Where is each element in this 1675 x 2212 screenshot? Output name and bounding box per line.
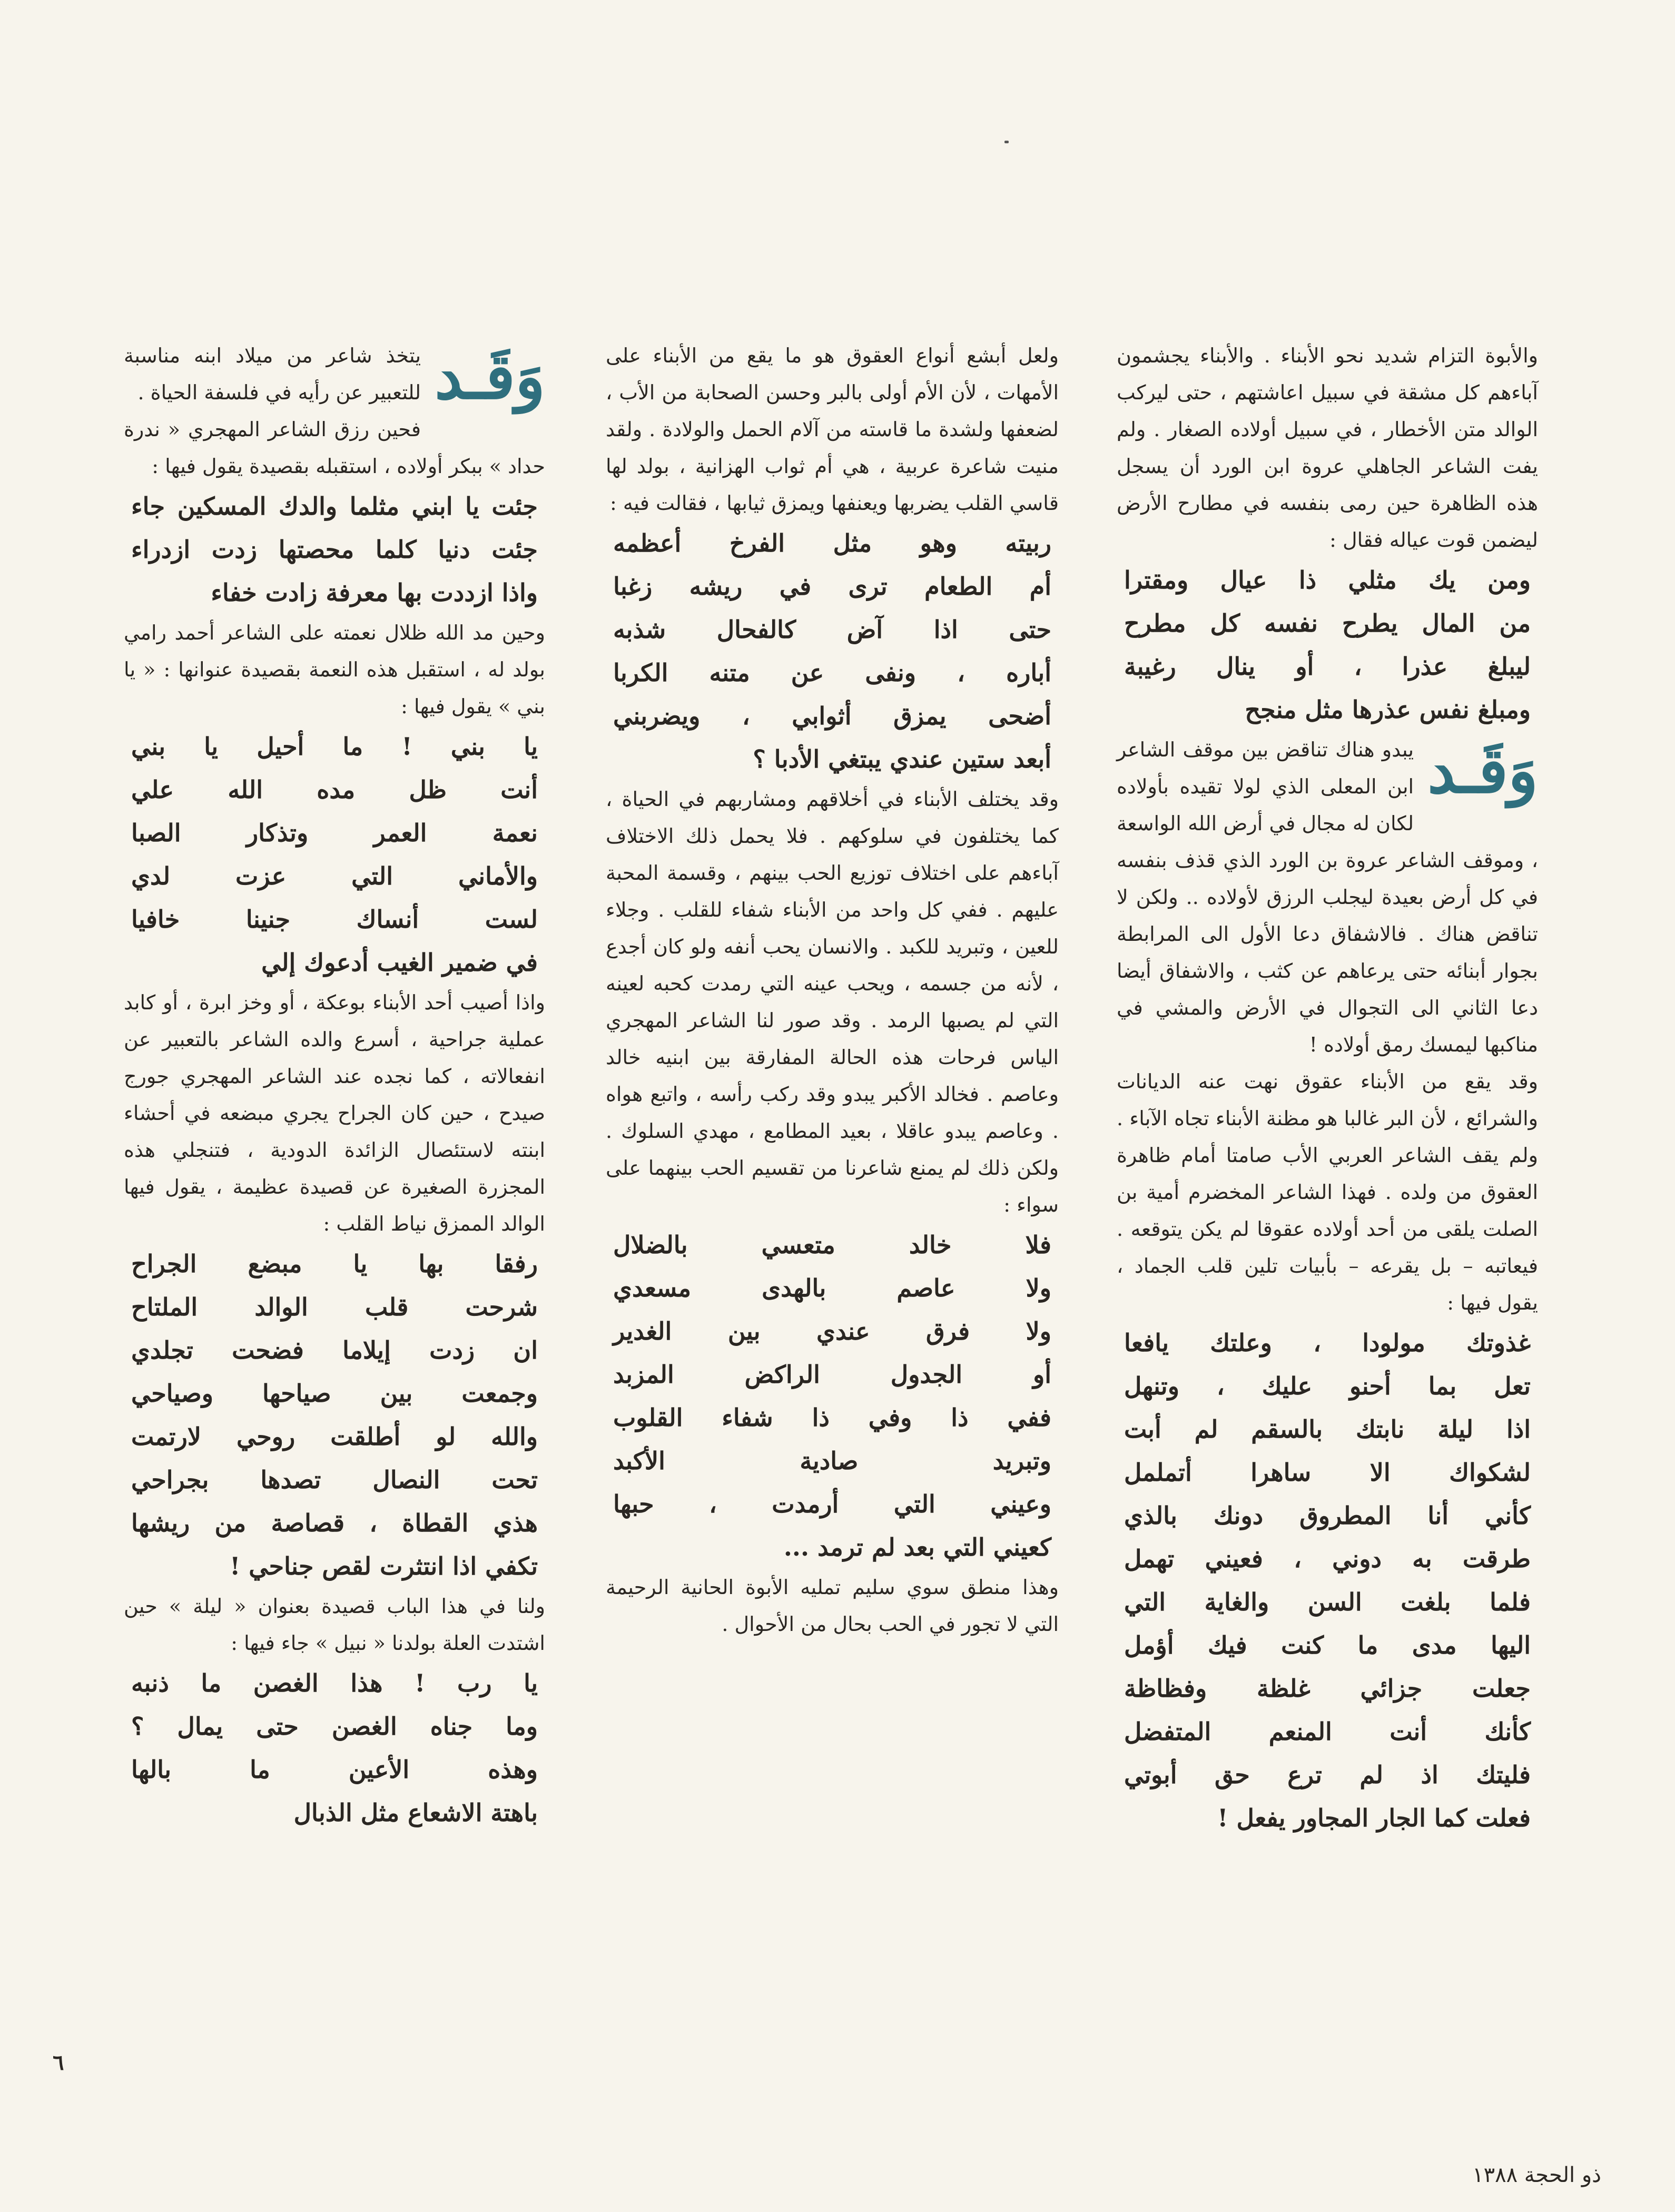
verse-block	[124, 1662, 545, 1834]
verse-line: هذي القطاة ، قصاصة من ريشها	[131, 1509, 538, 1537]
verse-line: والأماني التي عزت لدي	[131, 862, 538, 890]
verse-line: واذا ازددت بها معرفة زادت خفاء	[211, 578, 538, 607]
paragraph: وهذا منطق سوي سليم تمليه الأبوة الحانية الرحيمة التي لا تجور في الحب بحال من الأحوال .	[606, 1576, 1059, 1636]
paragraph: فحين رزق الشاعر المهجري « ندرة حداد » ببكر أولاده ، استقبله بقصيدة يقول فيها :	[124, 418, 545, 478]
verse-block	[124, 1242, 545, 1588]
section	[1117, 731, 1538, 1063]
verse-line: فعلت كما الجار المجاور يفعل !	[1217, 1804, 1531, 1832]
paragraph: يبدو هناك تناقض بين موقف الشاعر ابن المعلى الذي لولا تقيده بأولاده لكان له مجال في أرض الله الواسعة ، وموقف الشاعر عروة بن الورد الذي قذف بنفسه في كل أرض بعيدة ليجلب الرزق لأولاده .. ولكن لا تناقض هناك . فالاشفاق دعا الأول الى المرابطة بجوار أبنائه حتى يرعاهم عن كثب ، والاشفاق أيضا دعا الثاني الى التجوال في الأرض والمشي في مناكبها ليمسك رمق أولاده !	[1117, 738, 1538, 1056]
verse-line: أو الجدول الراكض المزبد	[613, 1360, 1051, 1389]
page-number: ٦	[53, 2050, 64, 2075]
paragraph: ولنا في هذا الباب قصيدة بعنوان « ليلة » حين اشتدت العلة بولدنا « نبيل » جاء فيها :	[124, 1595, 545, 1655]
verse-line: يا رب ! هذا الغصن ما ذنبه	[131, 1669, 538, 1697]
verse-line: ومن يك مثلي ذا عيال ومقترا	[1124, 566, 1531, 594]
verse-line: وعيني التي أرمدت ، حبها	[613, 1490, 1051, 1518]
drop-cap-heading: وَقَـد	[1427, 734, 1538, 807]
verse-block	[1117, 1321, 1538, 1840]
verse-line: أبعد ستين عندي يبتغي الأدبا ؟	[753, 745, 1051, 773]
verse-line: اذا ليلة نابتك بالسقم لم أبت	[1124, 1415, 1531, 1443]
verse-block	[1117, 558, 1538, 731]
verse-line: وهذه الأعين ما بالها	[131, 1755, 538, 1784]
verse-line: كأنك أنت المنعم المتفضل	[1124, 1717, 1531, 1746]
verse-line: فلا خالد متعسي بالضلال	[613, 1231, 1051, 1259]
verse-line: ليبلغ عذرا ، أو ينال رغيبة	[1124, 652, 1531, 681]
section	[124, 337, 545, 411]
verse-block	[606, 1223, 1059, 1569]
verse-line: فليتك اذ لم ترع حق أبوتي	[1124, 1761, 1531, 1789]
verse-line: وتبريد صادية الأكبد	[613, 1447, 1051, 1475]
verse-line: وما جناه الغصن حتى يمال ؟	[131, 1712, 538, 1741]
verse-line: جئت يا ابني مثلما والدك المسكين جاء	[131, 492, 538, 520]
verse-line: تكفي اذا انتثرت لقص جناحي !	[230, 1552, 538, 1580]
column-left	[124, 337, 545, 1834]
drop-cap-heading: وَقَـد	[435, 340, 545, 413]
paragraph: وحين مد الله ظلال نعمته على الشاعر أحمد رامي بولد له ، استقبل هذه النعمة بقصيدة عنوانها : « يا بني » يقول فيها :	[124, 621, 545, 718]
verse-block	[606, 522, 1059, 781]
verse-line: جئت دنيا كلما محصتها زدت ازدراء	[131, 535, 538, 564]
verse-line: غذوتك مولودا ، وعلتك يافعا	[1124, 1329, 1531, 1357]
verse-line: أباره ، ونفى عن متنه الكربا	[613, 658, 1051, 687]
verse-line: رفقا بها يا مبضع الجراح	[131, 1250, 538, 1278]
verse-line: تعل بما أحنو عليك ، وتنهل	[1124, 1372, 1531, 1400]
verse-line: لشكواك الا ساهرا أتململ	[1124, 1458, 1531, 1487]
verse-line: ان زدت إيلاما فضحت تجلدي	[131, 1336, 538, 1364]
issue-date: ذو الحجة ١٣٨٨	[1472, 2163, 1601, 2187]
verse-line: تحت النصال تصدها بجراحي	[131, 1466, 538, 1494]
paragraph: والأبوة التزام شديد نحو الأبناء . والأبناء يجشمون آباءهم كل مشقة في سبيل اعاشتهم ، حتى ليركب الوالد متن الأخطار ، في سبيل أولاده الصغار . ولم يفت الشاعر الجاهلي عروة ابن الورد أن يسجل هذه الظاهرة حين رمى بنفسه في مطارح الأرض ليضمن قوت عياله فقال :	[1117, 344, 1538, 552]
verse-line: ومبلغ نفس عذرها مثل منجح	[1245, 695, 1531, 724]
verse-line: أضحى يمزق أثوابي ، ويضربني	[613, 702, 1051, 730]
column-middle	[606, 337, 1059, 1643]
column-right	[1117, 337, 1538, 1840]
verse-block	[124, 725, 545, 984]
verse-line: حتى اذا آض كالفحال شذبه	[613, 615, 1051, 644]
paragraph: ولعل أبشع أنواع العقوق هو ما يقع من الأبناء على الأمهات ، لأن الأم أولى بالبر وحسن الصحابة من الأب ، لضعفها ولشدة ما قاسته من آلام الحمل والولادة . ولقد منيت شاعرة عربية ، هي أم ثواب الهزانية ، بولد لها قاسي القلب يضربها ويعنفها ويمزق ثيابها ، فقالت فيه :	[606, 344, 1059, 515]
verse-line: أنت ظل مده الله علي	[131, 775, 538, 804]
verse-line: كأني أنا المطروق دونك بالذي	[1124, 1501, 1531, 1530]
verse-line: ربيته وهو مثل الفرخ أعظمه	[613, 529, 1051, 557]
paragraph: وقد يقع من الأبناء عقوق نهت عنه الديانات والشرائع ، لأن البر غالبا هو مظنة الأبناء تجاه الآباء . ولم يقف الشاعر العربي الأب صامتا أمام ظاهرة العقوق من ولده . فهذا الشاعر المخضرم أمية بن الصلت يلقى من أحد أولاده عقوقا لم يكن يتوقعه . فيعاتبه – بل يقرعه – بأبيات تلين قلب الجماد ، يقول فيها :	[1117, 1070, 1538, 1314]
verse-line: ففي ذا وفي ذا شفاء القلوب	[613, 1403, 1051, 1432]
verse-line: فلما بلغت السن والغاية التي	[1124, 1588, 1531, 1616]
verse-line: كعيني التي بعد لم ترمد ...	[783, 1533, 1051, 1561]
paragraph: وقد يختلف الأبناء في أخلاقهم ومشاربهم في الحياة ، كما يختلفون في سلوكهم . فلا يحمل ذلك الاختلاف آباءهم على اختلاف توزيع الحب بينهم ، وقسمة المحبة عليهم . ففي كل واحد من الأبناء شفاء للقلب . وجلاء للعين ، وتبريد للكبد . والانسان يحب أنفه ولو كان أجدع ، لأنه من جسمه ، ويحب عينه التي رمدت كحبه لعينه التي لم يصبها الرمد . وقد صور لنا الشاعر المهجري الياس فرحات هذه الحالة المفارقة بين ابنيه خالد وعاصم . فخالد الأكبر يبدو وقد ركب رأسه ، واتبع هواه . وعاصم يبدو عاقلا ، بعيد المطامع ، مهدي السلوك . ولكن ذلك لم يمنع شاعرنا من تقسيم الحب بينهما على سواء :	[606, 788, 1059, 1216]
verse-block	[124, 485, 545, 614]
verse-line: باهتة الاشعاع مثل الذبال	[293, 1798, 538, 1827]
verse-line: ولا فرق عندي بين الغدير	[613, 1317, 1051, 1345]
verse-line: طرقت به دوني ، فعيني تهمل	[1124, 1545, 1531, 1573]
verse-line: في ضمير الغيب أدعوك إلي	[261, 948, 538, 977]
verse-line: ولا عاصم بالهدى مسعدي	[613, 1274, 1051, 1302]
verse-line: يا بني ! ما أحيل يا بني	[131, 732, 538, 761]
paragraph: واذا أصيب أحد الأبناء بوعكة ، أو وخز ابرة ، أو كابد عملية جراحية ، أسرع والده الشاعر بالتعبير عن انفعالاته ، كما نجده عند الشاعر المهجري جورج صيدح ، حين كان الجراح يجري مبضعه في أحشاء ابنته لاستئصال الزائدة الدودية ، فتنجلي هذه المجزرة الصغيرة عن قصيدة عظيمة ، يقول فيها الوالد الممزق نياط القلب :	[124, 991, 545, 1235]
paragraph: يتخذ شاعر من ميلاد ابنه مناسبة للتعبير عن رأيه في فلسفة الحياة .	[124, 344, 421, 404]
verse-line: لست أنساك جنينا خافيا	[131, 905, 538, 933]
verse-line: اليها مدى ما كنت فيك أؤمل	[1124, 1631, 1531, 1659]
verse-line: نعمة العمر وتذكار الصبا	[131, 819, 538, 847]
verse-line: من المال يطرح نفسه كل مطرح	[1124, 609, 1531, 637]
verse-line: والله لو أطلقت روحي لارتمت	[131, 1422, 538, 1451]
verse-line: شرحت قلب الوالد الملتاح	[131, 1293, 538, 1321]
ink-speck	[1004, 141, 1009, 143]
verse-line: أم الطعام ترى في ريشه زغبا	[613, 572, 1051, 601]
verse-line: جعلت جزائي غلظة وفظاظة	[1124, 1674, 1531, 1703]
verse-line: وجمعت بين صياحها وصياحي	[131, 1379, 538, 1408]
